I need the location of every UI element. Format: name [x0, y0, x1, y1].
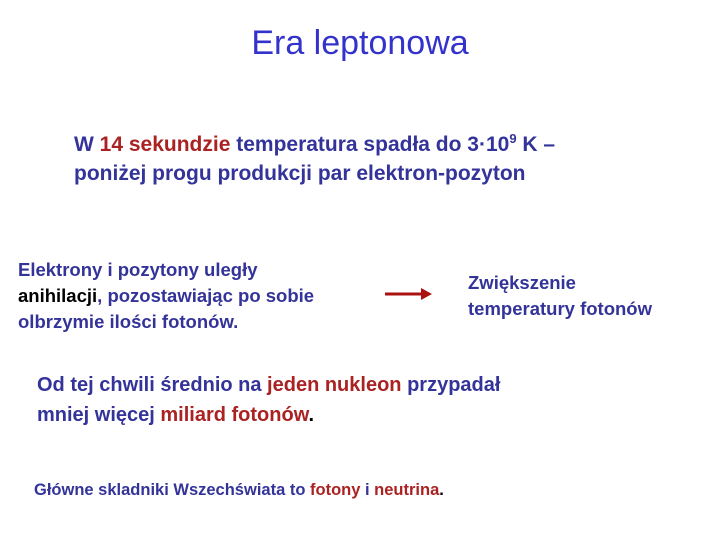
paragraph-annihilation [18, 257, 388, 335]
right-arrow-icon [385, 284, 433, 304]
text-line1: Elektrony i pozytony uległy [18, 259, 258, 280]
exponent-base: 10 [485, 133, 510, 156]
highlight-nucleon: jeden nukleon [267, 374, 402, 396]
text-mid: przypadał [401, 374, 501, 396]
highlight-photons: miliard fotonów [160, 404, 309, 426]
paragraph-temperature-increase [468, 270, 708, 322]
paragraph-nucleon-ratio [37, 370, 657, 430]
paragraph-temperature [74, 130, 694, 188]
text-prefix: Główne skladniki Wszechświata to [34, 481, 310, 499]
multiply-dot: · [478, 133, 486, 156]
text-line2-prefix: mniej więcej [37, 404, 161, 426]
text-line2: , pozostawiając po sobie [97, 285, 315, 306]
text-prefix: W [74, 133, 100, 156]
highlight-neutrinos: neutrina [374, 481, 440, 499]
text-line2: poniżej progu produkcji par elektron-pozyton [74, 162, 526, 185]
text-end: . [308, 404, 315, 426]
text-line3: olbrzymie ilości fotonów. [18, 311, 239, 332]
text-prefix: Od tej chwili średnio na [37, 374, 268, 396]
paragraph-components [34, 478, 674, 502]
exponent: 9 [509, 131, 517, 146]
highlight-time: 14 sekundzie [99, 133, 231, 156]
text-line2: temperatury fotonów [468, 298, 652, 319]
highlight-photons: fotony [310, 481, 361, 499]
highlight-anihilation: anihilacji [18, 285, 98, 306]
text-end: . [439, 481, 444, 499]
text-and: i [360, 481, 375, 499]
text-line1: Zwiększenie [468, 272, 576, 293]
page-title: Era leptonowa [251, 24, 469, 62]
text-mid: temperatura spadła do 3 [230, 133, 479, 156]
text-suffix: K – [516, 133, 556, 156]
